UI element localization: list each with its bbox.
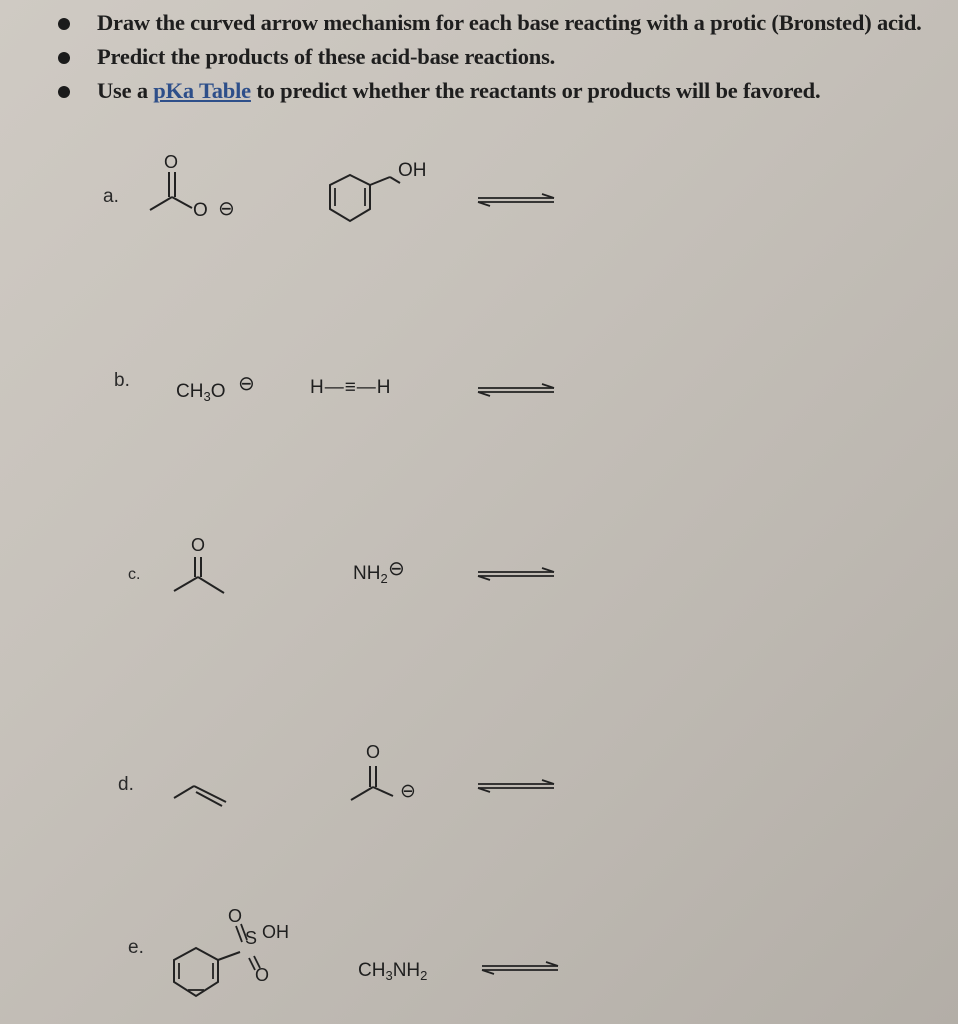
acetylene-formula: H—≡—H [310, 377, 392, 398]
problem-d-label: d. [118, 774, 134, 795]
instruction-3-text [97, 78, 820, 104]
instruction-3-pre: Use a [97, 78, 154, 103]
acetone-carbonyl-o: O [191, 535, 206, 555]
equilibrium-arrows-icon [478, 566, 558, 582]
negative-charge-icon: ⊖ [388, 556, 405, 580]
negative-charge-icon: ⊖ [400, 780, 416, 802]
sulfonyl-o-top: O [228, 906, 243, 926]
problem-a-label: a. [103, 186, 119, 207]
bullet-dot-icon [58, 18, 70, 30]
sulfonic-oh: OH [262, 922, 289, 942]
equilibrium-arrows-icon [478, 778, 558, 794]
sulfur-atom: S [245, 928, 258, 948]
acetate-carbonyl-o: O [164, 152, 179, 172]
amide-formula: $NH_2$ [353, 563, 388, 586]
instruction-2-text: Predict the products of these acid-base reactions. [97, 44, 556, 69]
bullet-dot-icon [58, 86, 70, 98]
problem-e-label: e. [128, 937, 144, 958]
negative-charge-icon: ⊖ [218, 196, 235, 220]
bullet-dot-icon [58, 52, 70, 64]
equilibrium-arrows-icon [478, 382, 558, 398]
problem-b-label: b. [114, 370, 130, 391]
acetate-o-minus: O [193, 200, 208, 221]
equilibrium-arrows-icon [482, 960, 562, 976]
equilibrium-arrows-icon [478, 192, 558, 208]
pka-table-link[interactable]: pKa Table [153, 78, 251, 103]
propene-structure [170, 770, 240, 810]
methoxide-formula: $CH_3O$ [176, 381, 226, 404]
problem-c-label: c. [128, 566, 141, 583]
instruction-3-post: to predict whether the reactants or products will be favored. [250, 78, 821, 103]
instruction-1-text: Draw the curved arrow mechanism for each base reacting with a protic (Bronsted) acid. [97, 10, 922, 35]
negative-charge-icon: ⊖ [238, 371, 255, 395]
methylamine-formula: $CH_3NH_2$ [358, 960, 428, 983]
sulfonyl-o-bottom: O [255, 965, 270, 985]
acetate-carbonyl-o: O [366, 742, 381, 762]
phenol-oh: OH [398, 160, 427, 181]
